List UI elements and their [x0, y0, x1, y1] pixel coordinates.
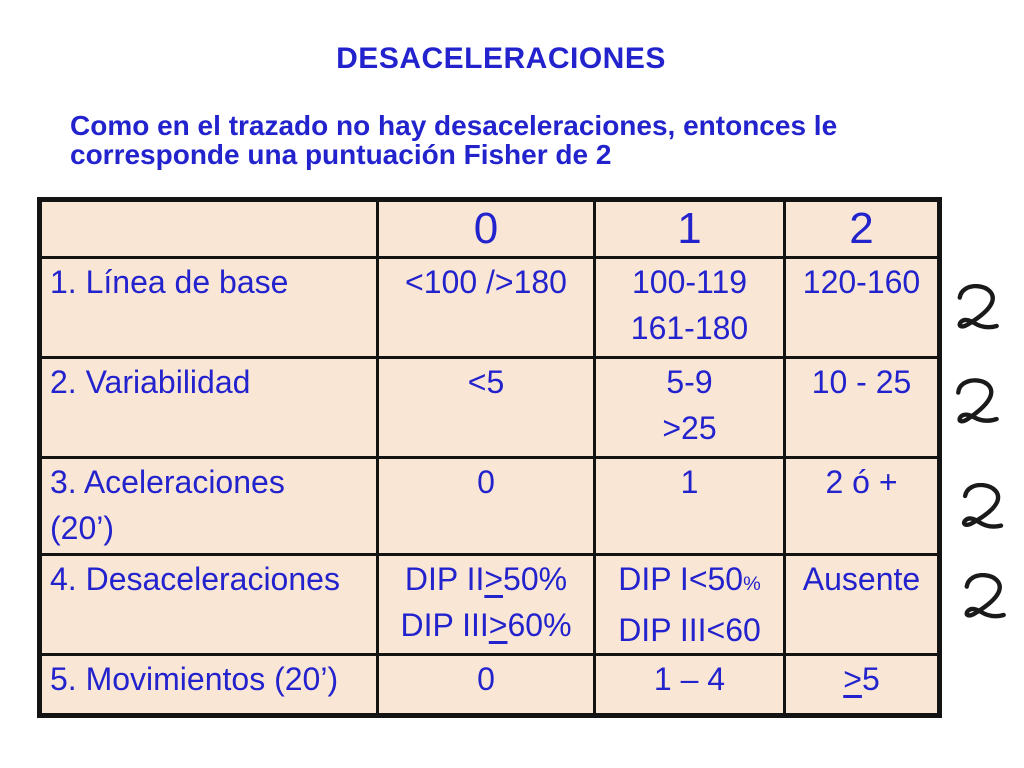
row-label-cell [40, 458, 378, 555]
handwritten-2-mark [953, 284, 1005, 332]
handwritten-2-glyph [957, 482, 1011, 532]
cell-line [379, 259, 593, 305]
cell-text: 5. Movimientos (20’) [50, 661, 339, 697]
score-column-header: 2 [785, 200, 940, 258]
cell-text: 120-160 [802, 264, 921, 300]
cell-line [379, 602, 593, 648]
cell-line [50, 359, 376, 405]
cell-text: > [488, 607, 508, 643]
slide-title: DESACELERACIONES [336, 42, 666, 75]
handwritten-2-glyph [951, 377, 1005, 428]
value-cell [595, 655, 785, 716]
cell-text: 1 [680, 464, 699, 500]
handwritten-2-mark [960, 573, 1012, 621]
value-cell [378, 655, 595, 716]
cell-line [379, 656, 593, 702]
cell-line [596, 656, 783, 702]
row-label-cell [40, 655, 378, 716]
cell-line [596, 405, 783, 451]
value-cell [378, 555, 595, 655]
cell-text: DIP III [400, 607, 489, 643]
cell-text: 2. Variabilidad [50, 364, 251, 400]
intro-paragraph-line-2: corresponde una puntuación Fisher de 2 [70, 139, 612, 170]
cell-text: 0 [477, 464, 495, 500]
cell-text: > [843, 661, 862, 697]
cell-line [596, 359, 783, 405]
cell-line [596, 607, 783, 653]
cell-line [50, 656, 376, 702]
value-cell [785, 258, 940, 358]
cell-line [50, 505, 376, 551]
cell-line [596, 259, 783, 305]
value-cell [378, 458, 595, 555]
handwritten-2-mark [951, 377, 1005, 428]
cell-text: 3. Aceleraciones [50, 464, 285, 500]
value-cell [378, 358, 595, 458]
cell-text: DIP I<50 [618, 561, 744, 597]
cell-text: <5 [467, 364, 505, 400]
value-cell [785, 655, 940, 716]
row-label-cell [40, 555, 378, 655]
cell-line [50, 259, 376, 305]
value-cell [378, 258, 595, 358]
cell-line [786, 656, 937, 702]
cell-text: 5 [861, 661, 880, 697]
corner-cell [40, 200, 378, 258]
cell-text: 100-119 [631, 264, 748, 300]
cell-text: DIP III<60 [618, 612, 761, 648]
cell-text: 5-9 [666, 364, 713, 400]
cell-text: DIP II [404, 561, 485, 597]
cell-line [786, 556, 937, 602]
table-row [40, 458, 940, 555]
cell-line [50, 459, 376, 505]
intro-paragraph [70, 111, 930, 169]
row-label-cell [40, 258, 378, 358]
intro-paragraph-line-1: Como en el trazado no hay desaceleraciones, entonces le [70, 110, 838, 141]
value-cell [595, 458, 785, 555]
row-label-cell [40, 358, 378, 458]
cell-line [379, 556, 593, 602]
cell-line [786, 359, 937, 405]
fisher-score-table [37, 197, 942, 718]
table-row [40, 358, 940, 458]
cell-text: 2 ó + [825, 464, 898, 500]
score-column-header: 0 [378, 200, 595, 258]
cell-text: (20’) [50, 510, 115, 546]
score-column-header: 1 [595, 200, 785, 258]
cell-line [379, 459, 593, 505]
cell-line [50, 556, 376, 602]
cell-text: > [484, 561, 504, 597]
cell-text: >25 [662, 410, 717, 446]
cell-text: 50% [503, 561, 568, 597]
cell-text: 161-180 [630, 310, 749, 346]
handwritten-2-glyph [953, 284, 1005, 332]
value-cell [785, 555, 940, 655]
value-cell [595, 555, 785, 655]
cell-line [786, 459, 937, 505]
cell-text: <100 />180 [405, 264, 567, 300]
table-row [40, 258, 940, 358]
header-row [40, 200, 940, 258]
cell-text: 4. Desaceleraciones [50, 561, 340, 597]
handwritten-2-glyph [960, 573, 1012, 621]
handwritten-2-mark [957, 482, 1011, 532]
cell-text: 10 - 25 [811, 364, 912, 400]
cell-text: 1 – 4 [653, 661, 726, 697]
cell-text: 1. Línea de base [50, 264, 289, 300]
cell-text: 0 [477, 661, 495, 697]
cell-line [596, 459, 783, 505]
cell-line [596, 556, 783, 607]
cell-text: 60% [507, 607, 572, 643]
value-cell [595, 258, 785, 358]
table-row [40, 555, 940, 655]
cell-line [379, 359, 593, 405]
cell-text: % [743, 573, 761, 595]
value-cell [595, 358, 785, 458]
cell-line [786, 259, 937, 305]
value-cell [785, 358, 940, 458]
value-cell [785, 458, 940, 555]
table-row [40, 655, 940, 716]
cell-text: Ausente [802, 561, 921, 597]
cell-line [596, 305, 783, 351]
